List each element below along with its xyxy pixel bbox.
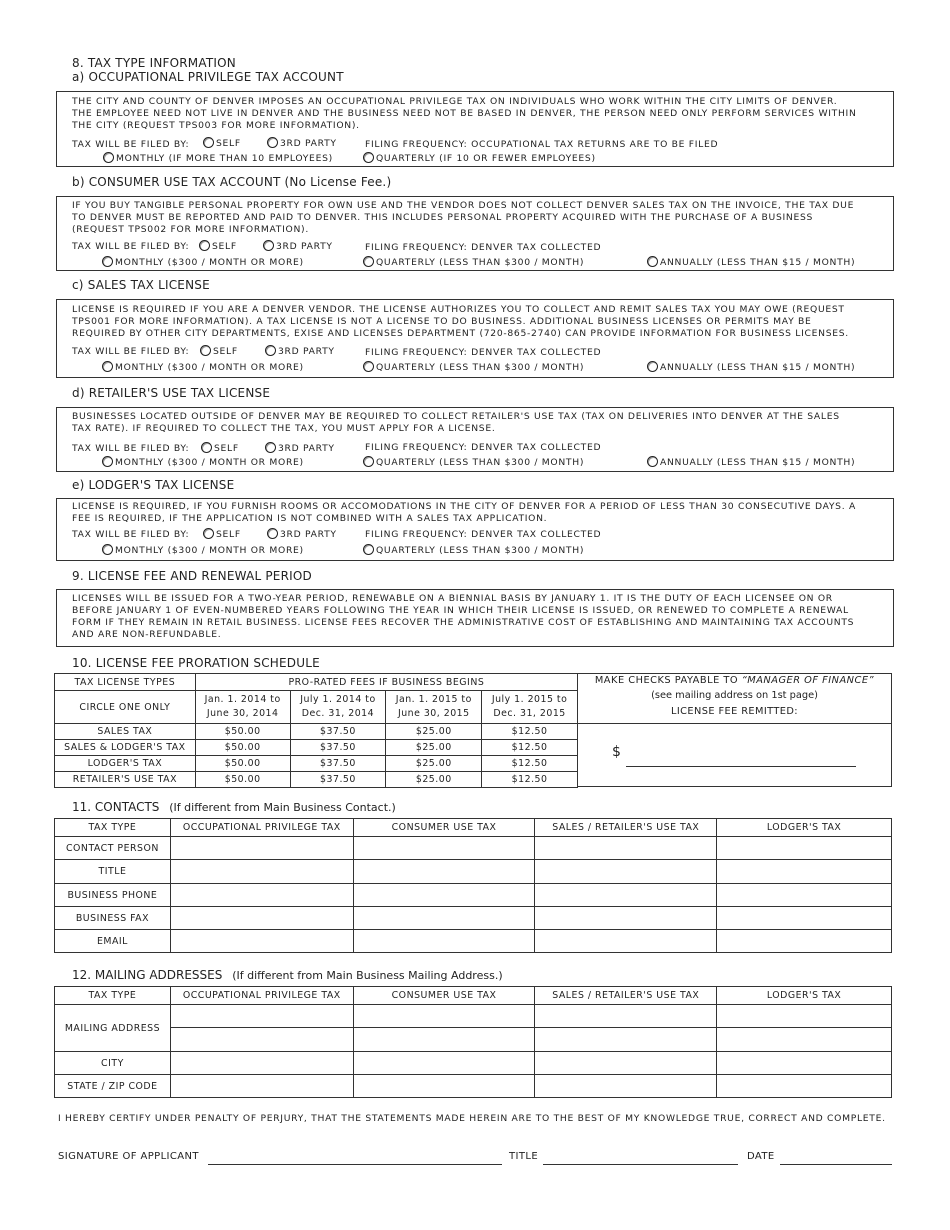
certification-statement: I HEREBY CERTIFY UNDER PENALTY OF PERJURY, THAT THE STATEMENTS MADE HEREIN ARE TO THE BEST OF MY KNOWLEDGE TRUE, CORRECT AND COMPLETE. xyxy=(58,1113,886,1124)
retailers-text-2: TAX RATE). IF REQUIRED TO COLLECT THE TAX, YOU MUST APPLY FOR A LICENSE. xyxy=(72,423,496,434)
renewal-text-4: AND ARE NON-REFUNDABLE. xyxy=(72,629,222,640)
phone-sales[interactable] xyxy=(535,884,717,907)
mailing-occupational-2[interactable] xyxy=(170,1028,353,1052)
renewal-text-1: LICENSES WILL BE ISSUED FOR A TWO-YEAR PERIOD, RENEWABLE ON A BIENNIAL BASIS BY JANUARY 1. IT IS THE DUTY OF EACH LICENSEE ON OR xyxy=(72,593,833,604)
filing-frequency-label: FILING FREQUENCY: OCCUPATIONAL TAX RETURNS ARE TO BE FILED xyxy=(365,139,719,150)
city-sales[interactable] xyxy=(535,1052,717,1075)
period-3: Jan. 1. 2015 to June 30, 2015 xyxy=(386,691,482,724)
radio-icon[interactable] xyxy=(647,361,658,372)
license-fee-box xyxy=(56,589,894,647)
consumer-text-1: IF YOU BUY TANGIBLE PERSONAL PROPERTY FOR OWN USE AND THE VENDOR DOES NOT COLLECT DENVER SALES TAX ON THE INVOICE, THE TAX DUE xyxy=(72,200,855,211)
fax-lodgers[interactable] xyxy=(717,907,892,930)
fax-sales[interactable] xyxy=(535,907,717,930)
state-zip-sales[interactable] xyxy=(535,1075,717,1098)
filed-by-self[interactable]: SELF xyxy=(201,442,239,455)
table-row: TITLE xyxy=(55,860,892,884)
occupational-tax-box xyxy=(56,91,894,167)
occupational-text-1: THE CITY AND COUNTY OF DENVER IMPOSES AN OCCUPATIONAL PRIVILEGE TAX ON INDIVIDUALS WHO WORK WITHIN THE CITY LIMITS OF DENVER. xyxy=(72,96,838,107)
mailing-sales-2[interactable] xyxy=(535,1028,717,1052)
filed-by-third-party[interactable]: 3RD PARTY xyxy=(265,345,335,358)
filed-by-label: TAX WILL BE FILED BY: xyxy=(72,139,190,150)
section-8e-heading: e) LODGER'S TAX LICENSE xyxy=(72,478,235,492)
section-9-title: 9. LICENSE FEE AND RENEWAL PERIOD xyxy=(72,569,312,583)
col-prorated-fees: PRO-RATED FEES IF BUSINESS BEGINS xyxy=(195,674,577,691)
table-row[interactable]: LODGER'S TAX $50.00 $37.50 $25.00 $12.50 xyxy=(55,756,578,772)
email-consumer[interactable] xyxy=(353,930,535,953)
phone-occupational[interactable] xyxy=(170,884,353,907)
period-1: Jan. 1. 2014 to June 30, 2014 xyxy=(195,691,290,724)
filing-frequency-label: FILING FREQUENCY: DENVER TAX COLLECTED xyxy=(365,242,602,253)
freq-monthly[interactable]: MONTHLY ($300 / MONTH OR MORE) xyxy=(102,361,304,374)
date-field[interactable] xyxy=(780,1164,892,1165)
sales-tax-box xyxy=(56,299,894,378)
section-10-title: 10. LICENSE FEE PRORATION SCHEDULE xyxy=(72,656,320,670)
email-lodgers[interactable] xyxy=(717,930,892,953)
signature-field[interactable] xyxy=(208,1164,502,1165)
table-row[interactable]: SALES & LODGER'S TAX $50.00 $37.50 $25.00 $12.50 xyxy=(55,740,578,756)
contact-person-consumer[interactable] xyxy=(353,837,535,860)
filed-by-third-party[interactable]: 3RD PARTY xyxy=(267,137,337,150)
section-8b-heading: b) CONSUMER USE TAX ACCOUNT (No License Fee.) xyxy=(72,175,392,189)
title-occupational[interactable] xyxy=(170,860,353,884)
radio-icon[interactable] xyxy=(267,137,278,148)
period-4: July 1. 2015 to Dec. 31, 2015 xyxy=(482,691,578,724)
mailing-addresses-table: TAX TYPE OCCUPATIONAL PRIVILEGE TAX CONSUMER USE TAX SALES / RETAILER'S USE TAX LODGER'S TAX MAILING ADDRESS CITY STATE / ZIP CODE xyxy=(54,986,892,1098)
mailing-consumer-1[interactable] xyxy=(353,1005,535,1028)
city-lodgers[interactable] xyxy=(717,1052,892,1075)
phone-consumer[interactable] xyxy=(353,884,535,907)
freq-monthly[interactable]: MONTHLY (IF MORE THAN 10 EMPLOYEES) xyxy=(103,152,333,165)
contacts-table: TAX TYPE OCCUPATIONAL PRIVILEGE TAX CONSUMER USE TAX SALES / RETAILER'S USE TAX LODGER'S TAX CONTACT PERSON TITLE BUSINESS PHONE BUSINESS FAX EMAIL xyxy=(54,818,892,953)
radio-icon[interactable] xyxy=(647,456,658,467)
filed-by-third-party[interactable]: 3RD PARTY xyxy=(265,442,335,455)
renewal-text-3: FORM IF THEY REMAIN IN RETAIL BUSINESS. LICENSE FEES RECOVER THE ADMINISTRATIVE COST OF ESTABLISHING AND MAINTAINING TAX ACCOUNTS xyxy=(72,617,855,628)
fax-consumer[interactable] xyxy=(353,907,535,930)
title-lodgers[interactable] xyxy=(717,860,892,884)
freq-quarterly[interactable]: QUARTERLY (LESS THAN $300 / MONTH) xyxy=(363,361,584,374)
contact-person-sales[interactable] xyxy=(535,837,717,860)
filed-by-label: TAX WILL BE FILED BY: xyxy=(72,443,190,454)
checks-payable-box xyxy=(577,673,892,787)
freq-annually[interactable]: ANNUALLY (LESS THAN $15 / MONTH) xyxy=(647,256,855,269)
radio-icon[interactable] xyxy=(647,256,658,267)
mailing-occupational-1[interactable] xyxy=(170,1005,353,1028)
fax-occupational[interactable] xyxy=(170,907,353,930)
lodgers-text-2: FEE IS REQUIRED, IF THE APPLICATION IS NOT COMBINED WITH A SALES TAX APPLICATION. xyxy=(72,513,548,524)
section-11-title: 11. CONTACTS (If different from Main Business Contact.) xyxy=(72,800,396,814)
date-label: DATE xyxy=(747,1151,775,1162)
section-8a-heading: a) OCCUPATIONAL PRIVILEGE TAX ACCOUNT xyxy=(72,70,344,84)
email-sales[interactable] xyxy=(535,930,717,953)
filing-frequency-label: FILING FREQUENCY: DENVER TAX COLLECTED xyxy=(365,442,602,453)
divider xyxy=(578,723,891,724)
contact-person-lodgers[interactable] xyxy=(717,837,892,860)
filed-by-self[interactable]: SELF xyxy=(199,240,237,253)
freq-annually[interactable]: ANNUALLY (LESS THAN $15 / MONTH) xyxy=(647,361,855,374)
state-zip-lodgers[interactable] xyxy=(717,1075,892,1098)
radio-icon[interactable] xyxy=(363,256,374,267)
table-row: BUSINESS PHONE xyxy=(55,884,892,907)
phone-lodgers[interactable] xyxy=(717,884,892,907)
city-consumer[interactable] xyxy=(353,1052,535,1075)
filed-by-self[interactable]: SELF xyxy=(203,137,241,150)
filing-frequency-label: FILING FREQUENCY: DENVER TAX COLLECTED xyxy=(365,347,602,358)
table-row: CITY xyxy=(55,1052,892,1075)
filed-by-third-party[interactable]: 3RD PARTY xyxy=(263,240,333,253)
retailers-text-1: BUSINESSES LOCATED OUTSIDE OF DENVER MAY BE REQUIRED TO COLLECT RETAILER'S USE TAX (TAX ON DELIVERIES INTO DENVER AT THE SALES xyxy=(72,411,840,422)
retailers-use-tax-box xyxy=(56,407,894,472)
filing-frequency-label: FILING FREQUENCY: DENVER TAX COLLECTED xyxy=(365,529,602,540)
radio-icon[interactable] xyxy=(102,544,113,555)
city-occupational[interactable] xyxy=(170,1052,353,1075)
radio-icon[interactable] xyxy=(263,240,274,251)
proration-table xyxy=(54,673,578,788)
radio-icon[interactable] xyxy=(265,442,276,453)
license-fee-remitted-label: LICENSE FEE REMITTED: xyxy=(671,706,798,717)
table-row: CONTACT PERSON xyxy=(55,837,892,860)
signature-label: SIGNATURE OF APPLICANT xyxy=(58,1151,199,1162)
table-row: BUSINESS FAX xyxy=(55,907,892,930)
dollar-sign: $ xyxy=(612,744,621,760)
title-consumer[interactable] xyxy=(353,860,535,884)
freq-quarterly[interactable]: QUARTERLY (IF 10 OR FEWER EMPLOYEES) xyxy=(363,152,596,165)
freq-annually[interactable]: ANNUALLY (LESS THAN $15 / MONTH) xyxy=(647,456,855,469)
mailing-lodgers-2[interactable] xyxy=(717,1028,892,1052)
sales-text-3: REQUIRED BY OTHER CITY DEPARTMENTS, EXISE AND LICENSES DEPARTMENT (720-865-2740) CAN PROVIDE INFORMATION FOR BUSINESS LICENSES. xyxy=(72,328,849,339)
table-row: MAILING ADDRESS xyxy=(55,1005,892,1028)
mailing-lodgers-1[interactable] xyxy=(717,1005,892,1028)
section-8c-heading: c) SALES TAX LICENSE xyxy=(72,278,210,292)
radio-icon[interactable] xyxy=(265,345,276,356)
table-row[interactable]: SALES TAX $50.00 $37.50 $25.00 $12.50 xyxy=(55,724,578,740)
radio-icon[interactable] xyxy=(201,442,212,453)
radio-icon[interactable] xyxy=(203,528,214,539)
occupational-text-2: THE EMPLOYEE NEED NOT LIVE IN DENVER AND THE BUSINESS NEED NOT BE BASED IN DENVER, THE PERSON NEED ONLY PERFORM SERVICES WITHIN xyxy=(72,108,857,119)
see-mailing-address: (see mailing address on 1st page) xyxy=(651,690,818,701)
mailing-consumer-2[interactable] xyxy=(353,1028,535,1052)
mailing-sales-1[interactable] xyxy=(535,1005,717,1028)
state-zip-consumer[interactable] xyxy=(353,1075,535,1098)
filed-by-self[interactable]: SELF xyxy=(203,528,241,541)
occupational-text-3: THE CITY (REQUEST TPS003 FOR MORE INFORMATION). xyxy=(72,120,360,131)
sales-text-2: TPS001 FOR MORE INFORMATION). A TAX LICENSE IS NOT A LICENSE TO DO BUSINESS. ADDITIONAL BUSINESS LICENSES OR PERMITS MAY BE xyxy=(72,316,812,327)
lodgers-tax-box xyxy=(56,498,894,561)
email-occupational[interactable] xyxy=(170,930,353,953)
radio-icon[interactable] xyxy=(363,361,374,372)
section-12-title: 12. MAILING ADDRESSES (If different from Main Business Mailing Address.) xyxy=(72,968,503,982)
sales-text-1: LICENSE IS REQUIRED IF YOU ARE A DENVER VENDOR. THE LICENSE AUTHORIZES YOU TO COLLECT AND REMIT SALES TAX YOU MAY OWE (REQUEST xyxy=(72,304,845,315)
title-label: TITLE xyxy=(509,1151,539,1162)
radio-icon[interactable] xyxy=(200,345,211,356)
contact-person-occupational[interactable] xyxy=(170,837,353,860)
freq-monthly[interactable]: MONTHLY ($300 / MONTH OR MORE) xyxy=(102,544,304,557)
filed-by-label: TAX WILL BE FILED BY: xyxy=(72,529,190,540)
radio-icon[interactable] xyxy=(363,456,374,467)
title-sales[interactable] xyxy=(535,860,717,884)
title-field[interactable] xyxy=(543,1164,738,1165)
radio-icon[interactable] xyxy=(267,528,278,539)
radio-icon[interactable] xyxy=(103,152,114,163)
consumer-text-3: (REQUEST TPS002 FOR MORE INFORMATION). xyxy=(72,224,309,235)
filed-by-third-party[interactable]: 3RD PARTY xyxy=(267,528,337,541)
radio-icon[interactable] xyxy=(199,240,210,251)
state-zip-occupational[interactable] xyxy=(170,1075,353,1098)
col-tax-license-types: TAX LICENSE TYPES xyxy=(55,674,196,691)
table-row: STATE / ZIP CODE xyxy=(55,1075,892,1098)
fee-remitted-field[interactable] xyxy=(626,766,856,767)
freq-quarterly[interactable]: QUARTERLY (LESS THAN $300 / MONTH) xyxy=(363,256,584,269)
consumer-use-tax-box xyxy=(56,196,894,271)
freq-monthly[interactable]: MONTHLY ($300 / MONTH OR MORE) xyxy=(102,256,304,269)
table-row: EMAIL xyxy=(55,930,892,953)
section-8-title: 8. TAX TYPE INFORMATION xyxy=(72,56,236,70)
checks-payable-line: MAKE CHECKS PAYABLE TO “MANAGER OF FINANCE” xyxy=(594,675,875,686)
radio-icon[interactable] xyxy=(203,137,214,148)
freq-monthly[interactable]: MONTHLY ($300 / MONTH OR MORE) xyxy=(102,456,304,469)
radio-icon[interactable] xyxy=(102,456,113,467)
renewal-text-2: BEFORE JANUARY 1 OF EVEN-NUMBERED YEARS FOLLOWING THE YEAR IN WHICH THEIR LICENSE IS ISSUED, OR RENEWED TO COMPLETE A RENEWAL xyxy=(72,605,849,616)
table-row xyxy=(55,1028,892,1052)
section-8d-heading: d) RETAILER'S USE TAX LICENSE xyxy=(72,386,271,400)
filed-by-self[interactable]: SELF xyxy=(200,345,238,358)
consumer-text-2: TO DENVER MUST BE REPORTED AND PAID TO DENVER. THIS INCLUDES PERSONAL PROPERTY ACQUIRED WITH THE PURCHASE OF A BUSINESS xyxy=(72,212,814,223)
circle-one-only: CIRCLE ONE ONLY xyxy=(55,691,196,724)
radio-icon[interactable] xyxy=(102,256,113,267)
radio-icon[interactable] xyxy=(363,544,374,555)
period-2: July 1. 2014 to Dec. 31, 2014 xyxy=(290,691,386,724)
radio-icon[interactable] xyxy=(363,152,374,163)
freq-quarterly[interactable]: QUARTERLY (LESS THAN $300 / MONTH) xyxy=(363,456,584,469)
table-row[interactable]: RETAILER'S USE TAX $50.00 $37.50 $25.00 $12.50 xyxy=(55,772,578,788)
lodgers-text-1: LICENSE IS REQUIRED, IF YOU FURNISH ROOMS OR ACCOMODATIONS IN THE CITY OF DENVER FOR A PERIOD OF LESS THAN 30 CONSECUTIVE DAYS. A xyxy=(72,501,856,512)
radio-icon[interactable] xyxy=(102,361,113,372)
payee-name: “MANAGER OF FINANCE” xyxy=(741,675,875,686)
filed-by-label: TAX WILL BE FILED BY: xyxy=(72,241,190,252)
freq-quarterly[interactable]: QUARTERLY (LESS THAN $300 / MONTH) xyxy=(363,544,584,557)
filed-by-label: TAX WILL BE FILED BY: xyxy=(72,346,190,357)
